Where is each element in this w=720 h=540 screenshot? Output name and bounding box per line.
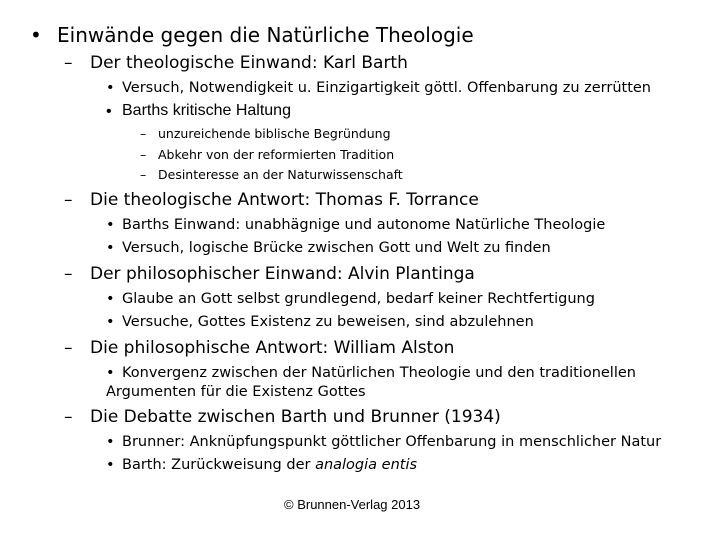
- title-bullet: •: [30, 23, 42, 47]
- section-heading-alston: Die philosophische Antwort: William Alston: [90, 338, 455, 358]
- point-text: Barths Einwand: unabhägnige und autonome Natürliche Theologie: [122, 217, 606, 233]
- subpoint-text: Abkehr von der reformierten Tradition: [158, 147, 395, 162]
- subpoint-dash: –: [140, 167, 147, 182]
- section-heading-plantinga: Der philosophischer Einwand: Alvin Plantinga: [90, 264, 475, 284]
- point-text: [122, 457, 417, 473]
- section-dash: –: [64, 407, 73, 427]
- section-dash: –: [64, 264, 73, 284]
- point-bullet: •: [106, 103, 112, 120]
- point-text: Versuche, Gottes Existenz zu beweisen, sind abzulehnen: [122, 314, 534, 330]
- section-dash: –: [64, 338, 73, 358]
- point-bullet: •: [106, 365, 115, 381]
- point-text: Versuch, logische Brücke zwischen Gott und Welt zu finden: [122, 240, 551, 256]
- point-bullet: •: [106, 457, 115, 473]
- point-bullet: •: [106, 434, 115, 450]
- point-emphasis: analogia entis: [315, 457, 418, 473]
- subpoint-text: Desinteresse an der Naturwissenschaft: [158, 167, 403, 182]
- point-bullet: •: [106, 217, 115, 233]
- point-bullet: •: [106, 80, 115, 96]
- subpoint-dash: –: [140, 126, 147, 141]
- section-heading-debate: Die Debatte zwischen Barth und Brunner (1934): [90, 407, 501, 427]
- point-bullet: •: [106, 314, 115, 330]
- section-dash: –: [64, 53, 73, 73]
- section-heading-torrance: Die theologische Antwort: Thomas F. Torrance: [90, 190, 479, 210]
- subpoint-text: unzureichende biblische Begründung: [158, 126, 391, 141]
- point-bullet: •: [106, 291, 115, 307]
- copyright-footer: © Brunnen-Verlag 2013: [284, 497, 421, 512]
- section-heading-barth: Der theologische Einwand: Karl Barth: [90, 53, 408, 73]
- point-text: Barths kritische Haltung: [122, 102, 291, 119]
- slide-title: Einwände gegen die Natürliche Theologie: [57, 23, 474, 47]
- section-dash: –: [64, 190, 73, 210]
- point-text: Brunner: Anknüpfungspunkt göttlicher Offenbarung in menschlicher Natur: [122, 434, 662, 450]
- subpoint-dash: –: [140, 147, 147, 162]
- point-text-continued: Argumenten für die Existenz Gottes: [106, 384, 366, 400]
- point-text: Glaube an Gott selbst grundlegend, bedarf keiner Rechtfertigung: [122, 291, 595, 307]
- point-text-lead: Barth: Zurückweisung der: [122, 457, 316, 473]
- point-bullet: •: [106, 240, 115, 256]
- point-text: Versuch, Notwendigkeit u. Einzigartigkeit göttl. Offenbarung zu zerrütten: [122, 80, 651, 96]
- point-text: Konvergenz zwischen der Natürlichen Theologie und den traditionellen: [122, 365, 636, 381]
